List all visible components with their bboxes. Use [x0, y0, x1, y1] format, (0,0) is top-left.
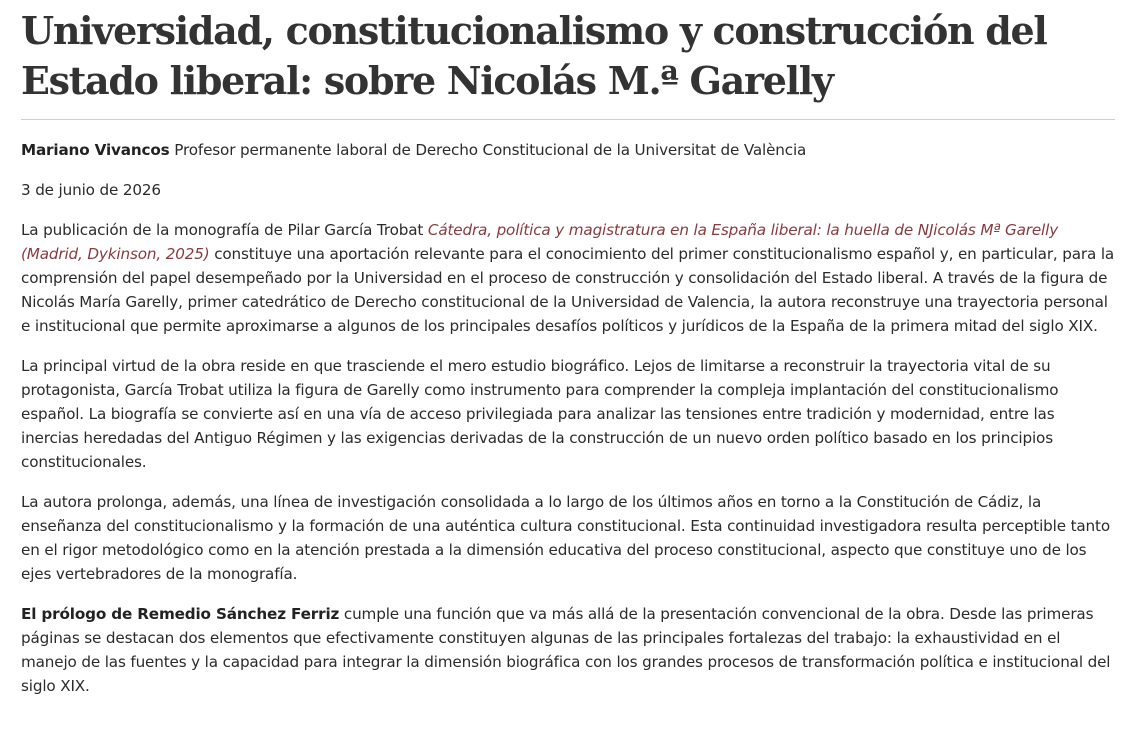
author-name[interactable]: Mariano Vivancos [21, 141, 170, 159]
byline [21, 138, 1115, 162]
article [21, 0, 1115, 714]
paragraph-1 [21, 218, 1115, 338]
author-role: Profesor permanente laboral de Derecho Constitucional de la Universitat de València [169, 141, 807, 159]
article-title: Universidad, constitucionalismo y construcción del Estado liberal: sobre Nicolás M.ª Garelly [21, 8, 1047, 103]
paragraph-4-rest: cumple una función que va más allá de la presentación convencional de la obra. Desde las primeras páginas se destacan dos elementos que efectivamente constituyen algunas de las principales fortalezas del trabajo: la exhaustividad en el manejo de las fuentes y la capacidad para integrar la dimensión biográfica con los grandes procesos de transformación política e institucional del siglo XIX. [21, 605, 1111, 695]
publish-date: 3 de junio de 2026 [21, 181, 161, 199]
article-body [21, 138, 1115, 698]
prologue-author: El prólogo de Remedio Sánchez Ferriz [21, 605, 340, 623]
paragraph-1-rest: constituye una aportación relevante para el conocimiento del primer constitucionalismo español y, en particular, para la comprensión del papel desempeñado por la Universidad en el proceso de construcción y consolidación del Estado liberal. A través de la figura de Nicolás María Garelly, primer catedrático de Derecho constitucional de la Universidad de Valencia, la autora reconstruye una trayectoria personal e institucional que permite aproximarse a algunos de los principales desafíos políticos y jurídicos de la España de la primera mitad del siglo XIX. [21, 245, 1115, 335]
paragraph-3: La autora prolonga, además, una línea de investigación consolidada a lo largo de los últimos años en torno a la Constitución de Cádiz, la enseñanza del constitucionalismo y la formación de una auténtica cultura constitucional. Esta continuidad investigadora resulta perceptible tanto en el rigor metodológico como en la atención prestada a la dimensión educativa del proceso constitucional, aspecto que constituye uno de los ejes vertebradores de la monografía. [21, 493, 1110, 583]
paragraph-2: La principal virtud de la obra reside en que trasciende el mero estudio biográfico. Lejos de limitarse a reconstruir la trayectoria vital de su protagonista, García Trobat utiliza la figura de Garelly como instrumento para comprender la compleja implantación del constitucionalismo español. La biografía se convierte así en una vía de acceso privilegiada para analizar las tensiones entre tradición y modernidad, entre las inercias heredadas del Antiguo Régimen y las exigencias derivadas de la construcción de un nuevo orden político basado en los principios constitucionales. [21, 357, 1059, 471]
title-divider [21, 119, 1115, 120]
book-reference-link[interactable]: Cátedra, política y magistratura en la España liberal: la huella de NJicolás Mª Garelly (Madrid, Dykinson, 2025) [21, 221, 1059, 263]
paragraph-1-intro: La publicación de la monografía de Pilar García Trobat [21, 221, 428, 239]
paragraph-4 [21, 602, 1115, 698]
